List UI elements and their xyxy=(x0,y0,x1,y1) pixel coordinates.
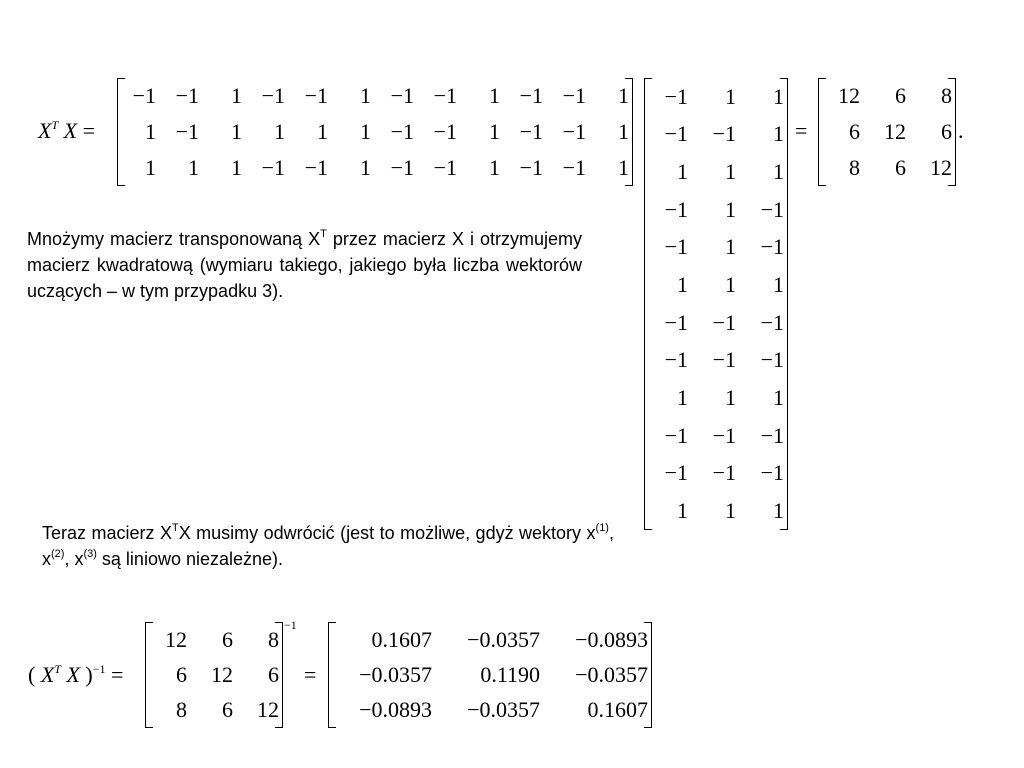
matrix-result-grid-cell: 6 xyxy=(849,119,860,144)
matrix-inverse-grid-cell: −0.0357 xyxy=(359,661,432,687)
matrix-x-grid xyxy=(644,78,788,530)
matrix-inverse-grid-cell: 0.1607 xyxy=(587,697,648,723)
matrix-result-grid-cell: 12 xyxy=(838,83,860,108)
matrix-x-grid-row xyxy=(644,229,788,267)
matrix-x-grid-cell: 1 xyxy=(773,498,784,524)
matrix-x-grid-cell: −1 xyxy=(664,121,688,147)
matrix-result-grid-cell: 12 xyxy=(884,119,906,144)
matrix-xt-grid-row xyxy=(117,114,633,150)
matrix-x-grid-cell: −1 xyxy=(664,196,688,222)
matrix-x-grid-cell: 1 xyxy=(725,159,736,185)
matrix-x-grid-cell: 1 xyxy=(677,385,688,411)
matrix-xt-grid-cell: −1 xyxy=(433,119,457,144)
matrix-x-grid-cell: 1 xyxy=(773,121,784,147)
matrix-xt-grid-cell: −1 xyxy=(433,83,457,108)
eq1-lhs-x: X xyxy=(38,118,52,143)
matrix-x-grid-row xyxy=(644,191,788,229)
matrix-x-grid-cell: −1 xyxy=(712,309,736,335)
matrix-a-grid-cell: 6 xyxy=(176,661,187,687)
matrix-xt-grid xyxy=(117,78,633,186)
para2-text-1: Teraz macierz X xyxy=(42,523,172,543)
matrix-xt-grid-cell: −1 xyxy=(261,83,285,108)
matrix-x-grid-cell: −1 xyxy=(712,460,736,486)
matrix-a-grid-row xyxy=(145,693,283,728)
matrix-xt-grid-cell: −1 xyxy=(519,119,543,144)
matrix-x-grid-cell: 1 xyxy=(725,385,736,411)
para2-sup-3: (3) xyxy=(83,548,97,560)
matrix-xt-grid-cell: −1 xyxy=(304,155,328,180)
matrix-xt-grid-row xyxy=(117,150,633,186)
matrix-x-grid-cell: −1 xyxy=(664,347,688,373)
matrix-xt-grid-cell: 1 xyxy=(188,155,199,180)
matrix-inverse-grid-cell: −0.0357 xyxy=(467,626,540,652)
matrix-x-grid-row xyxy=(644,153,788,191)
para2-sup-1: (1) xyxy=(595,522,609,534)
matrix-x-grid-cell: −1 xyxy=(760,196,784,222)
matrix-xt-grid-cell: 1 xyxy=(360,83,371,108)
matrix-xt-grid-cell: 1 xyxy=(360,155,371,180)
matrix-xt-grid-cell: −1 xyxy=(519,155,543,180)
matrix-xt-grid-cell: −1 xyxy=(562,83,586,108)
matrix-x-grid-cell: −1 xyxy=(760,309,784,335)
matrix-x-grid-cell: −1 xyxy=(664,83,688,109)
matrix-a-grid-cell: 12 xyxy=(165,626,187,652)
eq1-lhs-equals: = xyxy=(82,118,96,143)
matrix-xt-grid-cell: 1 xyxy=(618,119,629,144)
matrix-xt-grid-cell: 1 xyxy=(317,119,328,144)
matrix-xt xyxy=(117,78,633,186)
eq2-lhs-x: X xyxy=(40,662,55,687)
eq1-lhs-x2: X xyxy=(63,118,78,143)
matrix-a xyxy=(145,622,283,728)
matrix-xt-grid-cell: −1 xyxy=(562,119,586,144)
matrix-xt-grid-cell: 1 xyxy=(360,119,371,144)
eq1-lhs xyxy=(38,120,95,142)
matrix-xt-grid-cell: 1 xyxy=(231,155,242,180)
matrix-a-exponent: −1 xyxy=(284,618,297,632)
matrix-x-grid-row xyxy=(644,379,788,417)
eq2-lhs xyxy=(28,664,123,686)
eq2-lhs-x2: X xyxy=(66,662,80,687)
matrix-x-grid-row xyxy=(644,116,788,154)
matrix-x-grid-cell: −1 xyxy=(664,309,688,335)
matrix-xt-grid-cell: −1 xyxy=(519,83,543,108)
matrix-x-grid-cell: 1 xyxy=(677,159,688,185)
matrix-xt-grid-cell: 1 xyxy=(489,155,500,180)
matrix-result-grid-cell: 8 xyxy=(941,83,952,108)
matrix-x-grid-cell: −1 xyxy=(664,234,688,260)
matrix-xt-grid-cell: 1 xyxy=(489,83,500,108)
para2-text-5: są liniowo niezależne). xyxy=(96,549,284,569)
matrix-xt-grid-cell: −1 xyxy=(390,155,414,180)
matrix-inverse-grid-cell: −0.0893 xyxy=(575,626,648,652)
matrix-x-grid-row xyxy=(644,417,788,455)
matrix-x-grid-cell: 1 xyxy=(773,272,784,298)
matrix-xt-grid-cell: −1 xyxy=(304,83,328,108)
matrix-xt-grid-cell: 1 xyxy=(618,83,629,108)
matrix-a-grid-cell: 8 xyxy=(268,626,279,652)
matrix-a-grid-cell: 6 xyxy=(268,661,279,687)
paragraph-inverse xyxy=(42,520,614,572)
para1-text-1: Mnożymy macierz transponowaną X xyxy=(27,229,321,249)
matrix-inverse-grid-row xyxy=(328,622,652,657)
matrix-xt-grid-cell: −1 xyxy=(132,83,156,108)
matrix-x-grid-cell: 1 xyxy=(773,385,784,411)
matrix-xt-grid-cell: 1 xyxy=(145,119,156,144)
matrix-inverse-grid-cell: 0.1190 xyxy=(480,661,540,687)
para1-sup-t: T xyxy=(320,228,327,240)
matrix-x-grid-row xyxy=(644,304,788,342)
matrix-x-grid-row xyxy=(644,492,788,530)
matrix-x-grid-cell: −1 xyxy=(760,347,784,373)
matrix-a-grid xyxy=(145,622,283,728)
matrix-x-grid-cell: −1 xyxy=(712,347,736,373)
eq2-lhs-sup-t: T xyxy=(54,662,61,676)
matrix-x-grid-row xyxy=(644,455,788,493)
matrix-x-grid-cell: 1 xyxy=(677,272,688,298)
para1-text-2: przez macierz X i otrzymujemy macierz kwadratową (wymiaru takiego, jakiego była liczba wektorów uczących – w tym przypadku 3). xyxy=(27,229,582,301)
matrix-inverse xyxy=(328,622,652,728)
matrix-xt-grid-cell: 1 xyxy=(231,119,242,144)
matrix-x-grid-cell: −1 xyxy=(712,121,736,147)
matrix-xt-grid-cell: 1 xyxy=(618,155,629,180)
matrix-xt-grid-cell: −1 xyxy=(433,155,457,180)
matrix-inverse-grid xyxy=(328,622,652,728)
para2-sup-2: (2) xyxy=(51,548,65,560)
eq1-lhs-sup-t: T xyxy=(51,118,59,132)
eq2-lhs-equals: = xyxy=(111,662,124,687)
matrix-xt-grid-cell: 1 xyxy=(489,119,500,144)
matrix-xt-grid-cell: −1 xyxy=(175,83,199,108)
matrix-result-grid-cell: 12 xyxy=(930,155,952,180)
matrix-x-grid-cell: −1 xyxy=(664,460,688,486)
matrix-xt-grid-cell: 1 xyxy=(231,83,242,108)
matrix-x-grid-cell: 1 xyxy=(725,83,736,109)
eq2-lhs-close: ) xyxy=(85,662,93,687)
matrix-inverse-grid-row xyxy=(328,657,652,692)
matrix-x-grid-cell: −1 xyxy=(760,422,784,448)
eq2-equals: = xyxy=(304,662,317,687)
matrix-a-grid-row xyxy=(145,657,283,692)
matrix-xt-grid-cell: 1 xyxy=(145,155,156,180)
matrix-a-grid-cell: 12 xyxy=(211,661,233,687)
matrix-inverse-grid-cell: −0.0893 xyxy=(359,697,432,723)
matrix-x-grid-row xyxy=(644,266,788,304)
matrix-result-grid-row xyxy=(818,78,956,114)
matrix-inverse-grid-cell: 0.1607 xyxy=(371,626,432,652)
para2-text-2: X musimy odwrócić (jest to możliwe, gdyż wektory x xyxy=(178,523,596,543)
matrix-inverse-grid-row xyxy=(328,693,652,728)
matrix-x-grid-cell: −1 xyxy=(760,460,784,486)
eq1-period: . xyxy=(958,118,964,143)
matrix-result xyxy=(818,78,956,186)
eq2-lhs-exp: −1 xyxy=(92,662,106,676)
paragraph-xt-product xyxy=(27,226,582,304)
eq2-lhs-open: ( xyxy=(28,662,36,687)
matrix-result-grid-cell: 6 xyxy=(941,119,952,144)
matrix-result-grid-row xyxy=(818,150,956,186)
matrix-x-grid-cell: 1 xyxy=(725,196,736,222)
matrix-a-grid-cell: 12 xyxy=(257,697,279,723)
matrix-xt-grid-cell: −1 xyxy=(390,119,414,144)
matrix-x-grid-cell: −1 xyxy=(664,422,688,448)
matrix-inverse-grid-cell: −0.0357 xyxy=(467,697,540,723)
matrix-x-grid-cell: 1 xyxy=(677,498,688,524)
matrix-xt-grid-cell: −1 xyxy=(175,119,199,144)
matrix-x-grid-cell: 1 xyxy=(773,159,784,185)
matrix-xt-grid-row xyxy=(117,78,633,114)
matrix-result-grid-row xyxy=(818,114,956,150)
matrix-x xyxy=(644,78,788,530)
matrix-a-grid-cell: 6 xyxy=(222,697,233,723)
para2-sup-t: T xyxy=(171,522,179,534)
matrix-xt-grid-cell: −1 xyxy=(562,155,586,180)
matrix-result-grid xyxy=(818,78,956,186)
para2-text-3: , x xyxy=(42,523,614,569)
matrix-xt-grid-cell: −1 xyxy=(390,83,414,108)
matrix-a-grid-cell: 6 xyxy=(222,626,233,652)
matrix-result-grid-cell: 8 xyxy=(849,155,860,180)
eq1-equals: = xyxy=(795,118,808,143)
matrix-xt-grid-cell: 1 xyxy=(274,119,285,144)
matrix-a-grid-row xyxy=(145,622,283,657)
matrix-inverse-grid-cell: −0.0357 xyxy=(575,661,648,687)
matrix-x-grid-cell: 1 xyxy=(725,234,736,260)
matrix-x-grid-cell: 1 xyxy=(725,498,736,524)
matrix-x-grid-cell: −1 xyxy=(760,234,784,260)
matrix-x-grid-row xyxy=(644,342,788,380)
matrix-a-grid-cell: 8 xyxy=(176,697,187,723)
matrix-xt-grid-cell: −1 xyxy=(261,155,285,180)
matrix-x-grid-cell: −1 xyxy=(712,422,736,448)
matrix-result-grid-cell: 6 xyxy=(895,83,906,108)
para2-text-4: , x xyxy=(64,549,84,569)
matrix-result-grid-cell: 6 xyxy=(895,155,906,180)
matrix-x-grid-cell: 1 xyxy=(725,272,736,298)
matrix-x-grid-row xyxy=(644,78,788,116)
matrix-x-grid-cell: 1 xyxy=(773,83,784,109)
